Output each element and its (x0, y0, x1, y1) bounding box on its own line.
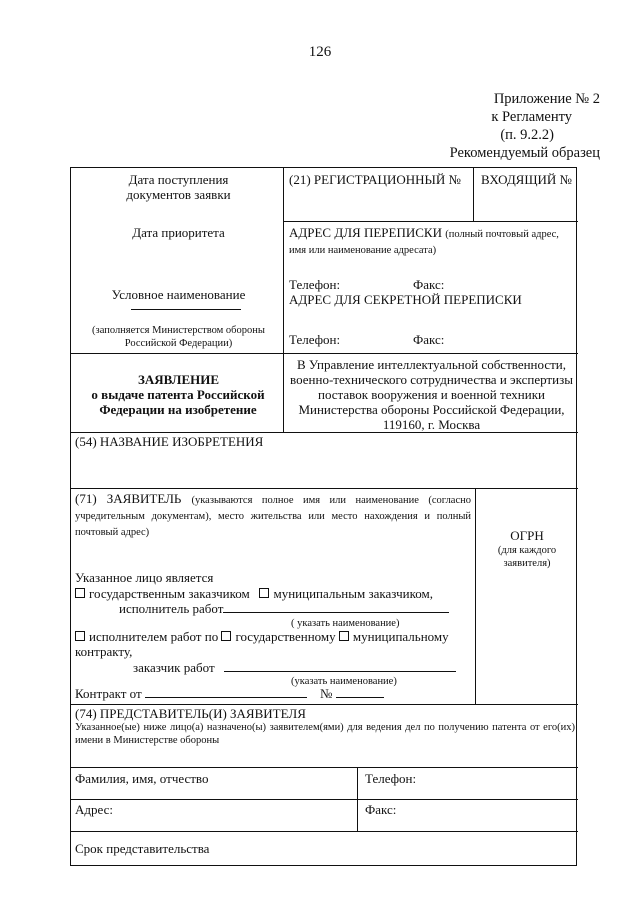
state-customer-checkbox[interactable] (75, 588, 85, 598)
conditional-name-label: Условное наименование (111, 287, 246, 302)
contract-number-label: № (319, 686, 333, 701)
invention-name-label: (54) НАЗВАНИЕ ИЗОБРЕТЕНИЯ (75, 434, 264, 449)
customer-line[interactable] (224, 671, 456, 672)
executor-label: исполнителем работ по (89, 629, 219, 644)
representative-name-label: Фамилия, имя, отчество (75, 771, 209, 786)
divider-invention (71, 432, 578, 433)
representative-title: (74) ПРЕДСТАВИТЕЛЬ(И) ЗАЯВИТЕЛЯ (75, 706, 306, 721)
receipt-date-label: Дата поступления документов заявки (126, 172, 231, 202)
representative-address-label: Адрес: (75, 802, 113, 817)
representative-fax-label: Факс: (365, 802, 397, 817)
executor-checkbox[interactable] (75, 631, 85, 641)
secret-phone-label: Телефон: (289, 332, 341, 347)
customer-row (133, 660, 473, 675)
contractor-row (119, 601, 469, 616)
contractor-label: исполнитель работ (119, 601, 224, 616)
divider-term (71, 831, 578, 832)
divider-reg (283, 221, 578, 222)
divider-ogrn (475, 488, 476, 704)
ogrn-label: ОГРН (510, 528, 544, 543)
contract-row (75, 686, 473, 701)
specify-name-note-1: ( указать наименование) (291, 618, 400, 629)
phone-label: Телефон: (289, 277, 341, 292)
municipal-contract-checkbox[interactable] (339, 631, 349, 641)
contract-word: контракту, (75, 644, 133, 659)
applicant-is-label: Указанное лицо является (75, 570, 214, 585)
application-form (70, 167, 577, 866)
municipal-contract-label: муниципальному (352, 629, 449, 644)
divider-statement (71, 353, 578, 354)
divider-address (71, 799, 578, 800)
state-customer-label: государственным заказчиком (89, 586, 250, 601)
appendix-number: Приложение № 2 (493, 91, 600, 107)
applicant-options-row1 (75, 586, 473, 601)
divider-representative (71, 704, 578, 705)
recipient-address: В Управление интеллектуальной собственности, военно-технического сотрудничества и экспертизы поставок вооружения и военной техники Министерства обороны Российской Федерации, 119160, г. Москва (290, 357, 573, 432)
applicant-title: (71) ЗАЯВИТЕЛЬ (75, 491, 182, 506)
divider-applicant (71, 488, 578, 489)
filled-by-note: (заполняется Министерством обороны Российской Федерации) (92, 325, 265, 349)
statement-subtitle: о выдаче патента Российской Федерации на изобретение (91, 387, 265, 417)
customer-label: заказчик работ (133, 660, 215, 675)
state-contract-checkbox[interactable] (221, 631, 231, 641)
representative-hint: Указанное(ые) ниже лицо(а) назначено(ы) заявителем(ями) для ведения дел по получению патента от его(их) имени в Министерстве обороны (75, 722, 575, 746)
correspondence-address (289, 225, 576, 257)
appendix-clause: (п. 9.2.2) (500, 127, 554, 143)
applicant-header (75, 491, 471, 539)
appendix-regulation: к Регламенту (491, 109, 572, 125)
divider-left-col (283, 168, 284, 432)
secret-address-title: АДРЕС ДЛЯ СЕКРЕТНОЙ ПЕРЕПИСКИ (289, 292, 522, 307)
applicant-hint: (указываются полное имя или наименование (согласно учредительным документам), место жительства или место нахождения и полный почтовый адрес) (75, 495, 471, 538)
priority-date-label: Дата приоритета (132, 225, 225, 240)
statement-title: ЗАЯВЛЕНИЕ (137, 372, 220, 387)
appendix-sample: Рекомендуемый образец (449, 145, 600, 161)
specify-name-note-2: (указать наименование) (291, 676, 397, 687)
contract-date-line[interactable] (145, 697, 307, 698)
municipal-customer-checkbox[interactable] (259, 588, 269, 598)
fax-label: Факс: (413, 277, 445, 292)
correspondence-address-title: АДРЕС ДЛЯ ПЕРЕПИСКИ (289, 225, 442, 240)
conditional-name-line (131, 309, 241, 310)
applicant-options-row2 (75, 629, 473, 644)
registration-number-label: (21) РЕГИСТРАЦИОННЫЙ № (289, 172, 461, 187)
representation-term-label: Срок представительства (75, 841, 210, 856)
state-contract-label: государственному (235, 629, 336, 644)
contract-from-label: Контракт от (75, 686, 142, 701)
correspondence-address-hint: (полный почтовый адрес, имя или наименование адресата) (289, 229, 559, 256)
page-number: 126 (308, 44, 332, 60)
divider-name (71, 767, 578, 768)
appendix-block (380, 90, 600, 162)
municipal-customer-label: муниципальным заказчиком, (273, 586, 433, 601)
contractor-line[interactable] (223, 612, 449, 613)
ogrn-hint: (для каждого заявителя) (497, 545, 557, 569)
contract-number-line[interactable] (336, 697, 384, 698)
representative-phone-label: Телефон: (365, 771, 417, 786)
incoming-number-label: ВХОДЯЩИЙ № (481, 172, 572, 187)
secret-fax-label: Факс: (413, 332, 445, 347)
